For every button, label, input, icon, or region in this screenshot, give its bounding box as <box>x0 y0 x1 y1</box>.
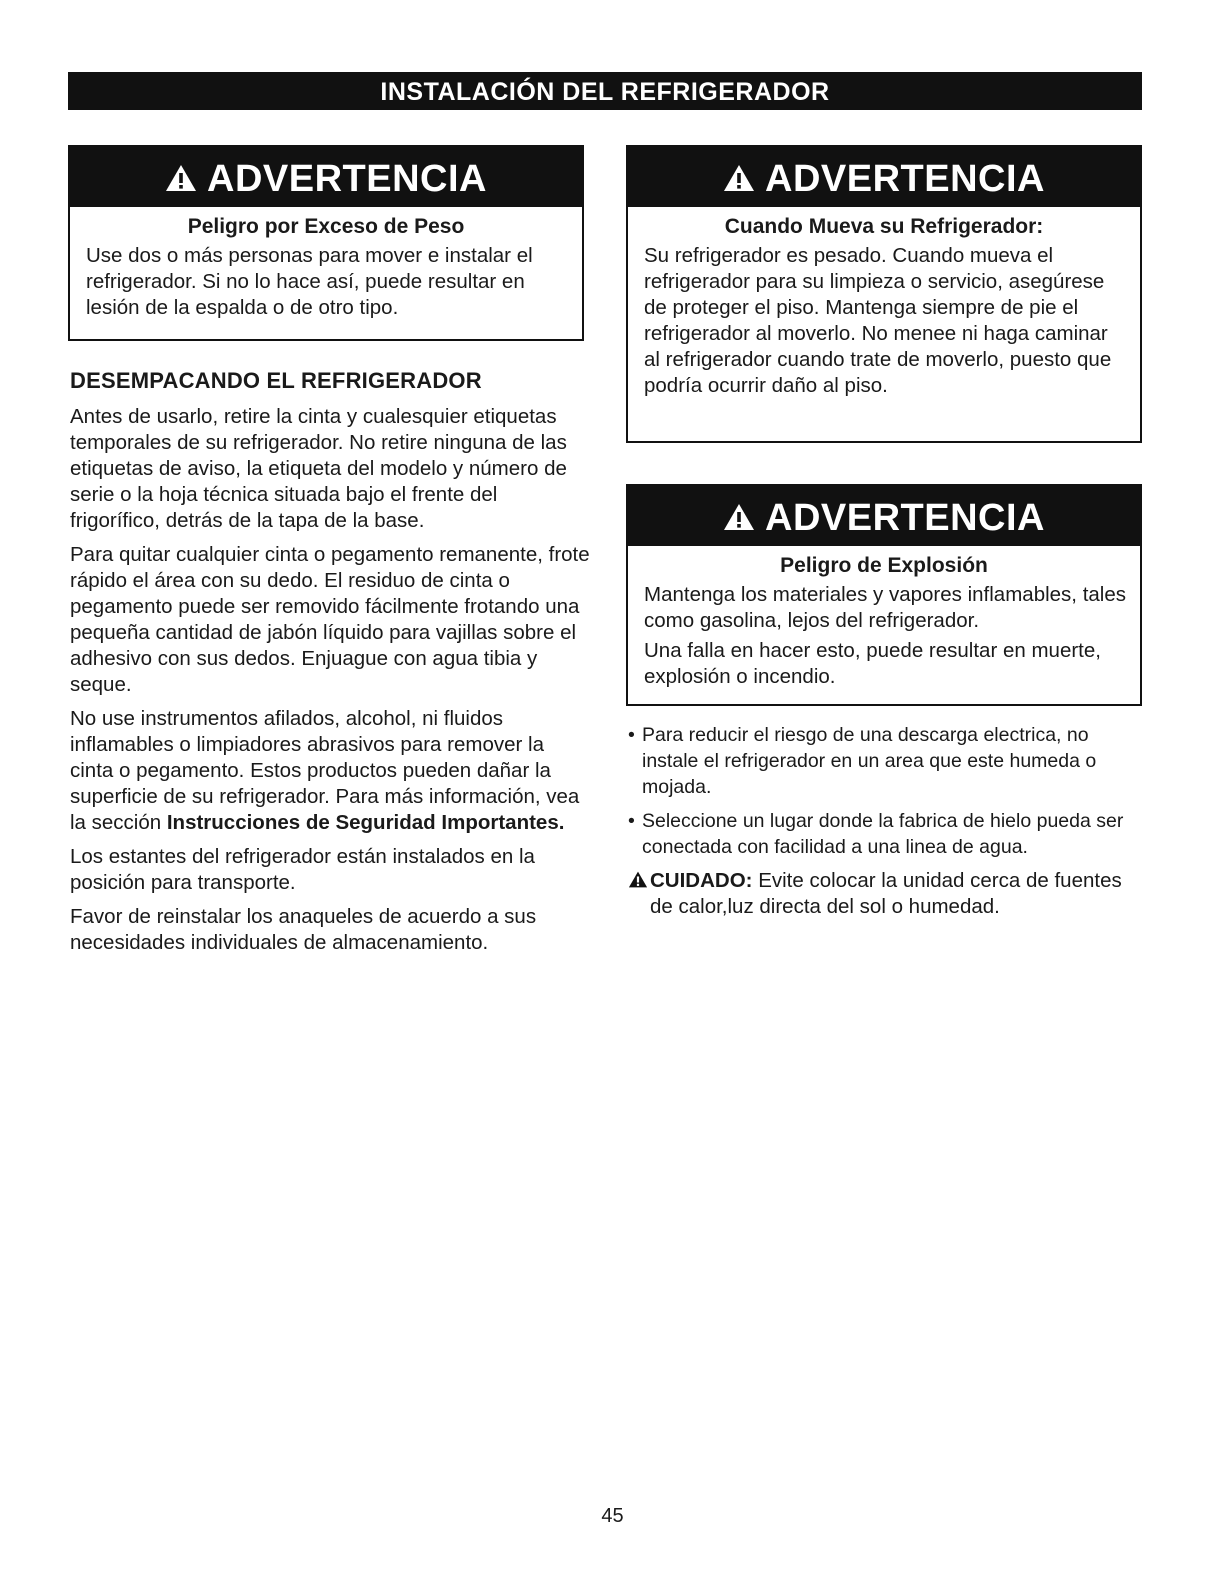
warning-triangle-icon <box>723 164 755 192</box>
bullet-icon: • <box>628 724 635 746</box>
paragraph: Los estantes del refrigerador están instalados en la posición para transporte. <box>70 845 535 894</box>
installation-notes <box>628 722 1138 941</box>
list-item <box>628 722 1138 800</box>
bullet-icon: • <box>628 810 635 832</box>
safety-instructions-reference: Instrucciones de Seguridad Importantes. <box>166 811 565 834</box>
warning-heading: ADVERTENCIA <box>765 158 1045 200</box>
section-title-unpacking: DESEMPACANDO EL REFRIGERADOR <box>70 368 482 393</box>
paragraph-text: No use instrumentos afilados, alcohol, ni fluidos inflamables o limpiadores abrasivos para remover la cinta o pegamento. Estos productos pueden dañar la superficie de su refrigerador. Para más información, vea la sección <box>70 707 580 834</box>
bullet-text: Seleccione un lugar donde la fabrica de hielo pueda ser conectada con facilidad a una linea de agua. <box>642 810 1124 858</box>
warning-body-1: Mantenga los materiales y vapores inflamables, tales como gasolina, lejos del refrigerador. <box>644 583 1126 632</box>
warning-body: Su refrigerador es pesado. Cuando mueva el refrigerador para su limpieza o servicio, asegúrese de proteger el piso. Mantenga siempre de pie el refrigerador al moverlo. No menee ni haga caminar al refrigerador cuando trate de moverlo, puesto que podría ocurrir daño al piso. <box>644 244 1112 397</box>
warning-header <box>628 147 1140 207</box>
warning-body: Use dos o más personas para mover e instalar el refrigerador. Si no lo hace así, puede resultar en lesión de la espalda o de otro tipo. <box>86 244 533 319</box>
caution-label: CUIDADO: <box>650 869 753 892</box>
warning-box-moving <box>626 145 1142 443</box>
unpacking-text <box>70 404 590 964</box>
paragraph-with-reference <box>70 706 590 836</box>
caution-note <box>628 868 1138 920</box>
page-number: 45 <box>601 1505 624 1527</box>
page-header: INSTALACIÓN DEL REFRIGERADOR <box>68 72 1142 110</box>
paragraph: Favor de reinstalar los anaqueles de acuerdo a sus necesidades individuales de almacenamiento. <box>70 905 537 954</box>
warning-heading: ADVERTENCIA <box>765 497 1045 539</box>
warning-subtitle: Cuando Mueva su Refrigerador: <box>724 215 1044 238</box>
warning-heading: ADVERTENCIA <box>207 158 487 200</box>
warning-triangle-icon <box>628 871 648 888</box>
warning-header <box>628 486 1140 546</box>
warning-subtitle: Peligro de Explosión <box>780 554 988 577</box>
paragraph: Para quitar cualquier cinta o pegamento remanente, frote rápido el área con su dedo. El residuo de cinta o pegamento puede ser removido fácilmente frotando una pequeña cantidad de jabón líquido para vajillas sobre el adhesivo con sus dedos. Enjuague con agua tibia y seque. <box>70 543 590 696</box>
warning-triangle-icon <box>723 503 755 531</box>
warning-box-explosion <box>626 484 1142 706</box>
warning-header <box>70 147 582 207</box>
warning-box-weight <box>68 145 584 341</box>
paragraph: Antes de usarlo, retire la cinta y cualesquier etiquetas temporales de su refrigerador. No retire ninguna de las etiquetas de aviso, la etiqueta del modelo y número de serie o la hoja técnica situada bajo el frente del frigorífico, detrás de la tapa de la base. <box>70 405 567 532</box>
warning-triangle-icon <box>165 164 197 192</box>
warning-body-2: Una falla en hacer esto, puede resultar en muerte, explosión o incendio. <box>644 639 1101 688</box>
bullet-text: Para reducir el riesgo de una descarga electrica, no instale el refrigerador en un area que este humeda o mojada. <box>642 724 1097 798</box>
list-item <box>628 808 1138 860</box>
warning-subtitle: Peligro por Exceso de Peso <box>187 215 465 238</box>
caution-text: Evite colocar la unidad cerca de fuentes de calor,luz directa del sol o humedad. <box>650 869 1122 918</box>
